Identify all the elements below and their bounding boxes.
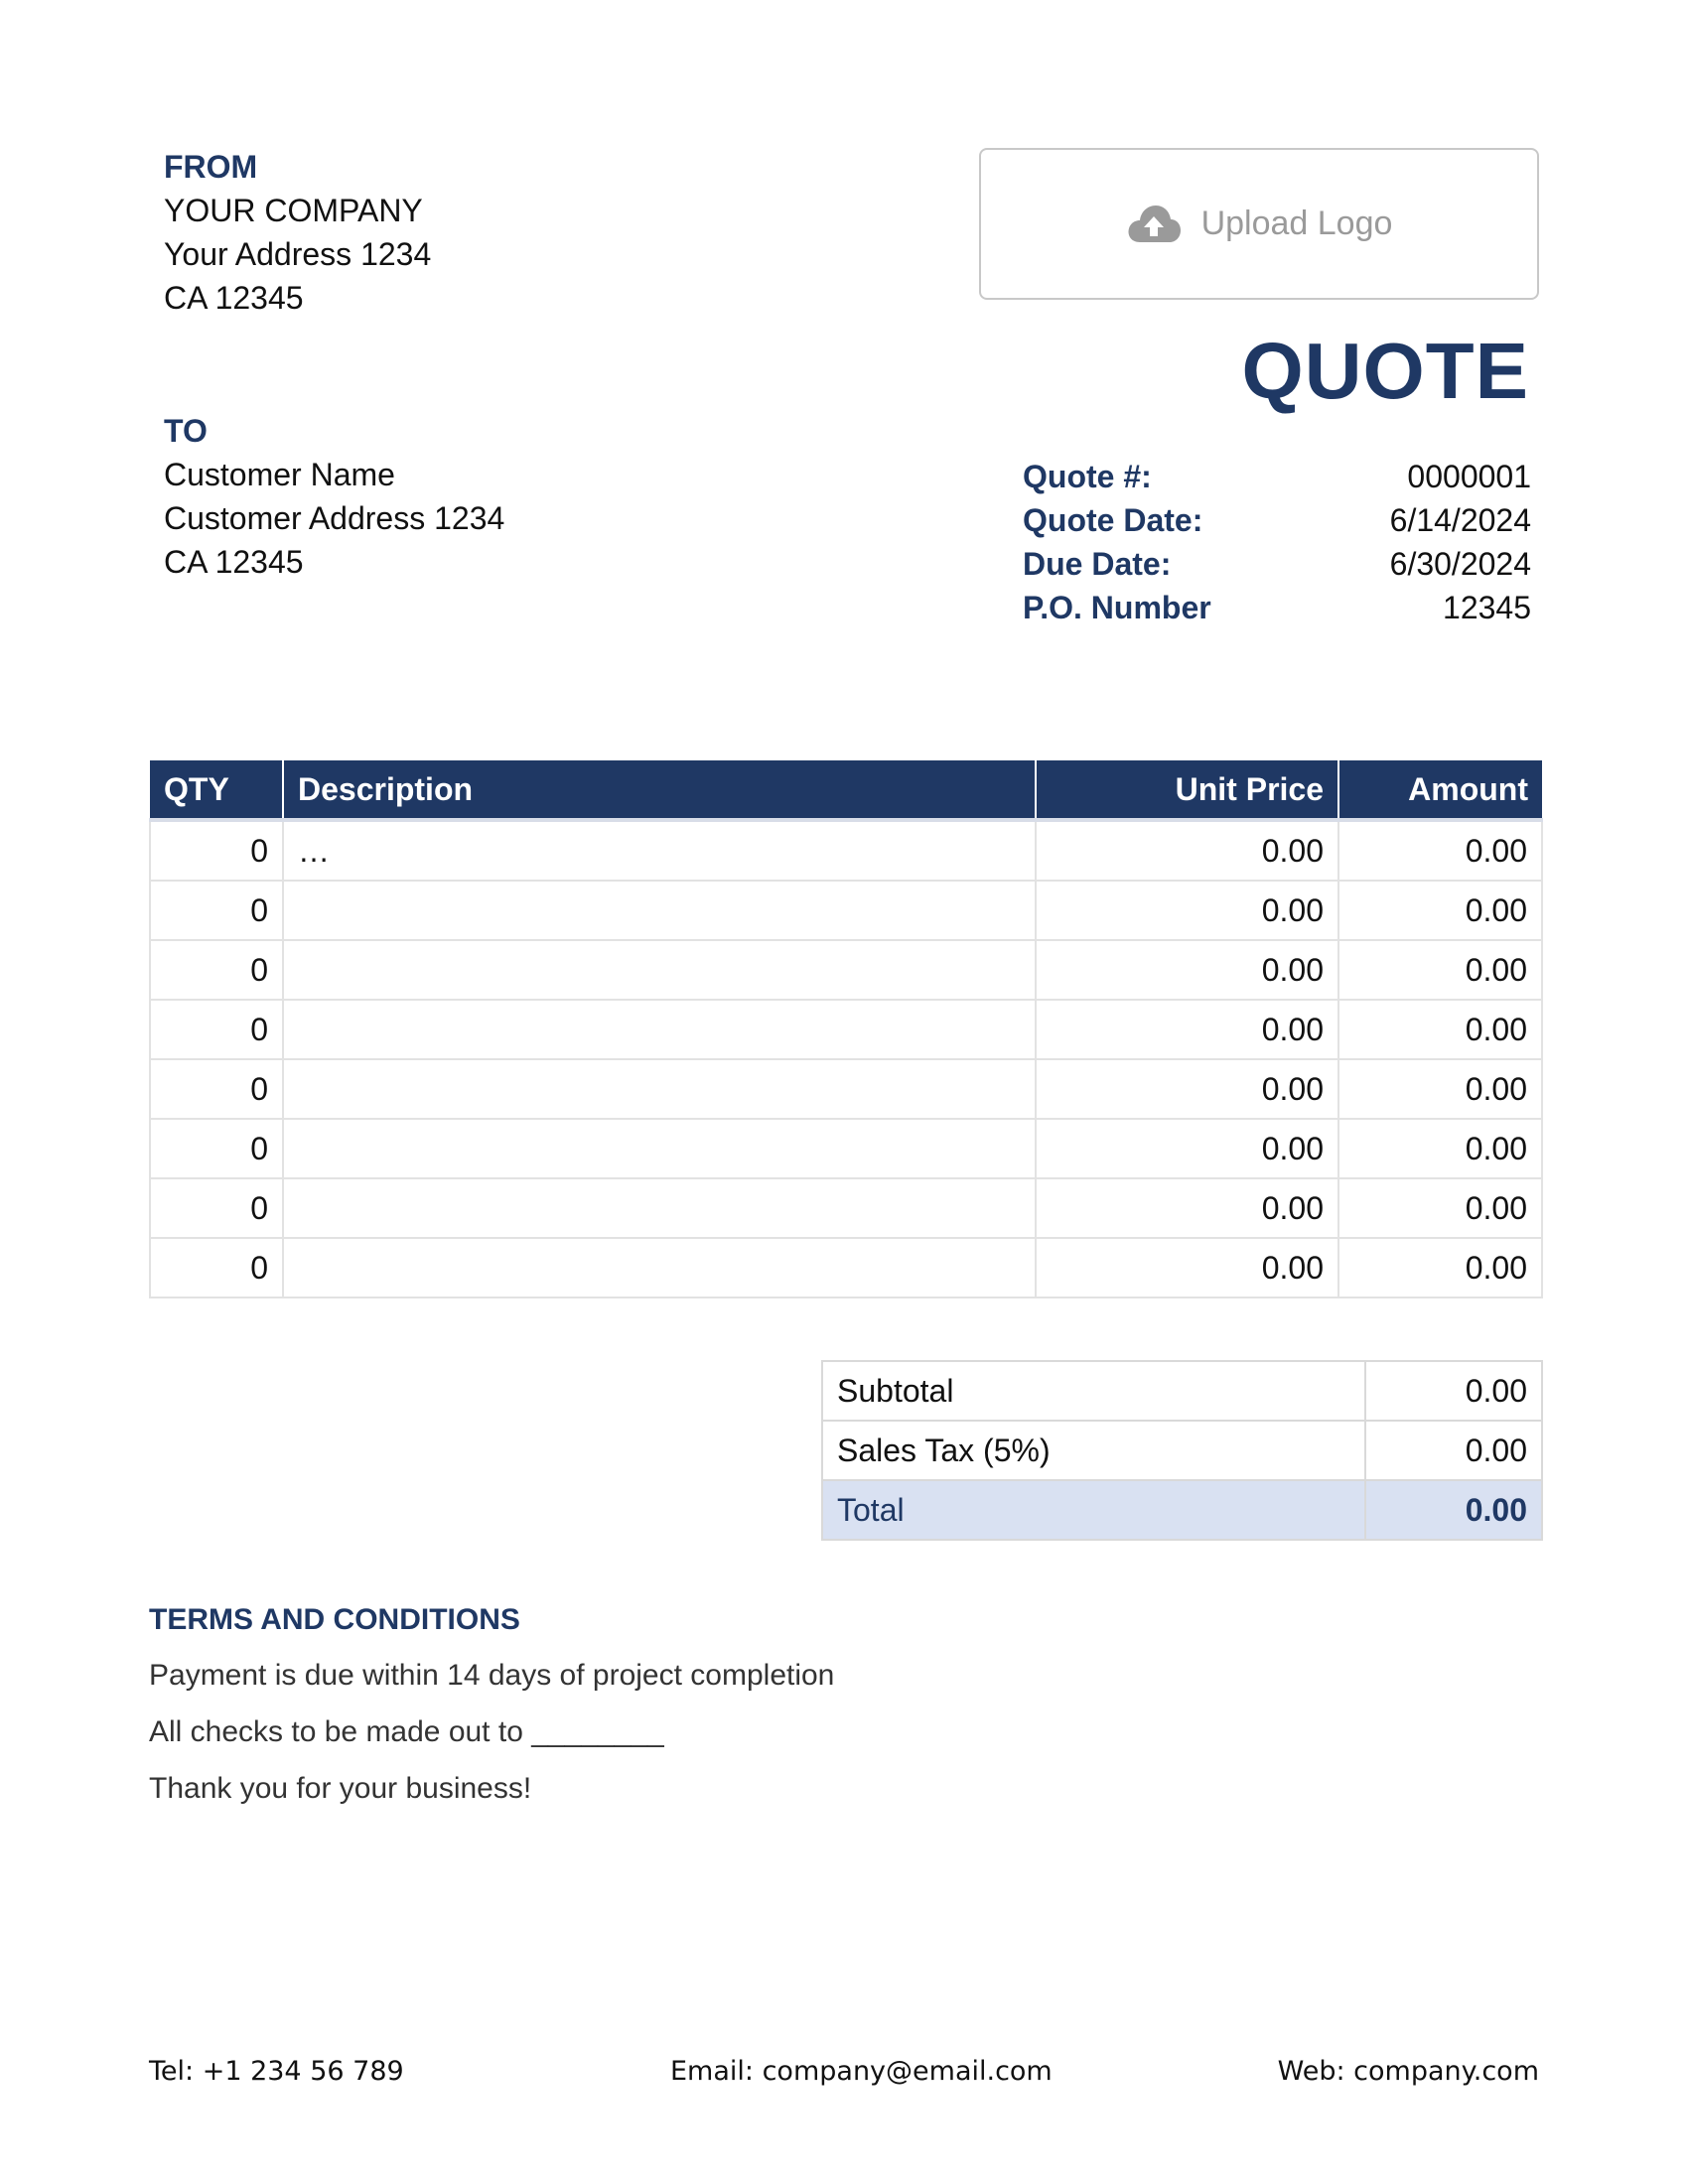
table-row (150, 940, 1542, 1000)
footer-tel: Tel: +1 234 56 789 (149, 2056, 404, 2087)
unit-price-cell[interactable]: 0.00 (1036, 1000, 1338, 1059)
unit-price-cell[interactable]: 0.00 (1036, 1119, 1338, 1178)
total-value: 0.00 (1365, 1480, 1542, 1540)
unit-price-cell[interactable]: 0.00 (1036, 1059, 1338, 1119)
unit-price-cell[interactable]: 0.00 (1036, 940, 1338, 1000)
unit-price-cell[interactable]: 0.00 (1036, 881, 1338, 940)
from-company[interactable]: YOUR COMPANY (164, 193, 423, 228)
qty-cell[interactable]: 0 (150, 1238, 283, 1297)
upload-logo-label: Upload Logo (1200, 205, 1393, 242)
subtotal-label: Subtotal (822, 1361, 1365, 1421)
unit-price-cell[interactable]: 0.00 (1036, 820, 1338, 881)
description-cell[interactable] (283, 881, 1036, 940)
quote-number-row (1023, 455, 1531, 498)
qty-cell[interactable]: 0 (150, 1178, 283, 1238)
document-title: QUOTE (1241, 327, 1529, 415)
qty-cell[interactable]: 0 (150, 940, 283, 1000)
amount-cell: 0.00 (1338, 820, 1542, 881)
sales-tax-label: Sales Tax (5%) (822, 1421, 1365, 1480)
amount-cell: 0.00 (1338, 1119, 1542, 1178)
terms-heading: TERMS AND CONDITIONS (149, 1603, 520, 1636)
description-header: Description (283, 760, 1036, 820)
qty-cell[interactable]: 0 (150, 1059, 283, 1119)
due-date-value[interactable]: 6/30/2024 (1389, 546, 1531, 582)
description-cell[interactable] (283, 1178, 1036, 1238)
po-number-row (1023, 586, 1531, 629)
description-cell[interactable] (283, 1000, 1036, 1059)
cloud-upload-icon (1126, 203, 1182, 246)
line-items-table (149, 760, 1543, 1298)
table-row (150, 1059, 1542, 1119)
amount-cell: 0.00 (1338, 1000, 1542, 1059)
table-row (150, 1178, 1542, 1238)
qty-cell[interactable]: 0 (150, 1000, 283, 1059)
from-address[interactable]: Your Address 1234 (164, 236, 432, 272)
quote-date-value[interactable]: 6/14/2024 (1389, 502, 1531, 538)
description-cell[interactable] (283, 1238, 1036, 1297)
table-row (150, 820, 1542, 881)
terms-section (149, 1600, 834, 1826)
terms-line[interactable]: All checks to be made out to ________ (149, 1715, 664, 1748)
to-customer-name[interactable]: Customer Name (164, 457, 395, 492)
quote-number-label: Quote #: (1023, 459, 1152, 494)
description-cell[interactable] (283, 1119, 1036, 1178)
po-number-value[interactable]: 12345 (1443, 590, 1531, 625)
due-date-row (1023, 542, 1531, 586)
quote-number-value[interactable]: 0000001 (1407, 459, 1531, 494)
sales-tax-row (822, 1421, 1542, 1480)
quote-date-row (1023, 498, 1531, 542)
unit-price-header: Unit Price (1036, 760, 1338, 820)
table-header-row (150, 760, 1542, 820)
unit-price-cell[interactable]: 0.00 (1036, 1238, 1338, 1297)
quote-date-label: Quote Date: (1023, 502, 1203, 538)
description-cell[interactable] (283, 1059, 1036, 1119)
terms-line[interactable]: Payment is due within 14 days of project completion (149, 1659, 835, 1692)
table-row (150, 1238, 1542, 1297)
qty-header: QTY (150, 760, 283, 820)
table-row (150, 881, 1542, 940)
quote-meta (1023, 455, 1531, 629)
amount-cell: 0.00 (1338, 1178, 1542, 1238)
upload-logo-button[interactable] (979, 148, 1539, 300)
amount-cell: 0.00 (1338, 1059, 1542, 1119)
description-cell[interactable]: … (283, 820, 1036, 881)
from-heading: FROM (164, 149, 258, 185)
qty-cell[interactable]: 0 (150, 881, 283, 940)
to-customer-address[interactable]: Customer Address 1234 (164, 500, 505, 536)
amount-cell: 0.00 (1338, 881, 1542, 940)
footer-web: Web: company.com (1277, 2056, 1539, 2087)
to-section (164, 409, 504, 584)
from-city[interactable]: CA 12345 (164, 280, 304, 316)
terms-line[interactable]: Thank you for your business! (149, 1772, 532, 1805)
total-label: Total (822, 1480, 1365, 1540)
to-customer-city[interactable]: CA 12345 (164, 544, 304, 580)
table-row (150, 1000, 1542, 1059)
total-row (822, 1480, 1542, 1540)
due-date-label: Due Date: (1023, 546, 1172, 582)
qty-cell[interactable]: 0 (150, 1119, 283, 1178)
subtotal-value: 0.00 (1365, 1361, 1542, 1421)
sales-tax-value: 0.00 (1365, 1421, 1542, 1480)
amount-cell: 0.00 (1338, 940, 1542, 1000)
amount-cell: 0.00 (1338, 1238, 1542, 1297)
amount-header: Amount (1338, 760, 1542, 820)
description-cell[interactable] (283, 940, 1036, 1000)
footer-email: Email: company@email.com (670, 2056, 1053, 2087)
subtotal-row (822, 1361, 1542, 1421)
totals-table (821, 1360, 1543, 1541)
unit-price-cell[interactable]: 0.00 (1036, 1178, 1338, 1238)
table-row (150, 1119, 1542, 1178)
po-number-label: P.O. Number (1023, 590, 1211, 625)
to-heading: TO (164, 413, 208, 449)
from-section (164, 145, 431, 320)
qty-cell[interactable]: 0 (150, 820, 283, 881)
